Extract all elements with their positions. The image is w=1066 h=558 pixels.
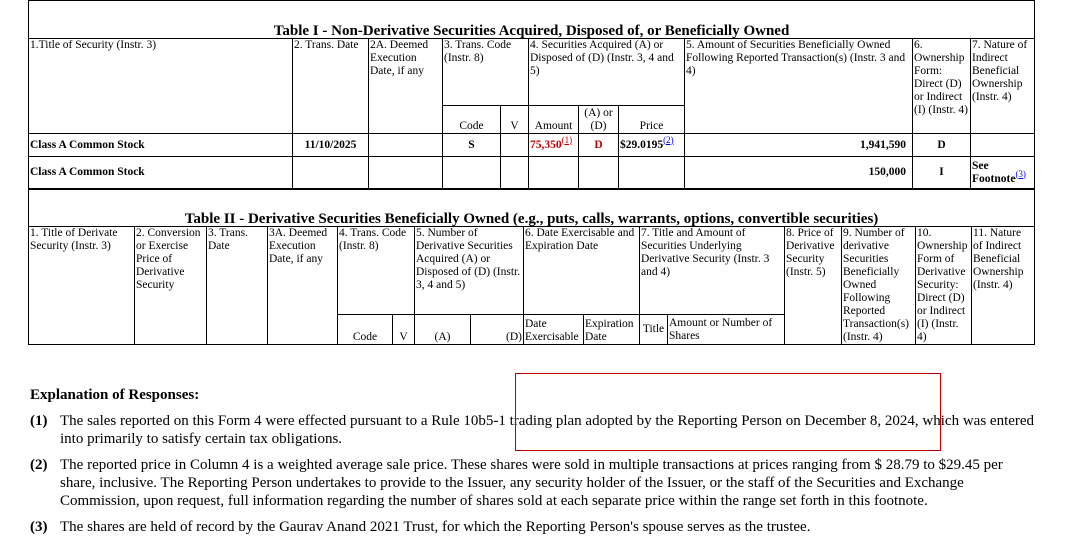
row-nature bbox=[971, 134, 1035, 157]
row-nature bbox=[971, 157, 1035, 189]
row-nature-text: See Footnote bbox=[972, 159, 1016, 185]
row-owned: 150,000 bbox=[685, 157, 913, 189]
header-price-derivative: 8. Price of Derivative Security (Instr. 5) bbox=[785, 227, 842, 345]
row-v bbox=[501, 157, 529, 189]
header-price: Price bbox=[619, 106, 685, 134]
row-form: D bbox=[913, 134, 971, 157]
header-ownership-form: 6. Ownership Form: Direct (D) or Indirect (I) (Instr. 4) bbox=[913, 39, 971, 134]
header-title-of-derivative: 1. Title of Derivate Security (Instr. 3) bbox=[29, 227, 135, 345]
row-code bbox=[443, 157, 501, 189]
row-price bbox=[619, 134, 685, 157]
table-2-title: Table II - Derivative Securities Beneficially Owned (e.g., puts, calls, warrants, options, convertible securities) bbox=[29, 190, 1035, 227]
row-amount bbox=[529, 134, 579, 157]
footnote-item bbox=[30, 456, 1040, 510]
row-date: 11/10/2025 bbox=[293, 134, 369, 157]
row-owned: 1,941,590 bbox=[685, 134, 913, 157]
header-trans-date: 3. Trans. Date bbox=[207, 227, 268, 345]
row-title: Class A Common Stock bbox=[29, 157, 293, 189]
row-amount bbox=[529, 157, 579, 189]
header-nature-ownership: 7. Nature of Indirect Beneficial Ownership (Instr. 4) bbox=[971, 39, 1035, 134]
header-amount-owned: 5. Amount of Securities Beneficially Owned Following Reported Transaction(s) (Instr. 3 and 4) bbox=[685, 39, 913, 134]
footnote-text: The shares are held of record by the Gaurav Anand 2021 Trust, for which the Reporting Person's spouse serves as the trustee. bbox=[60, 519, 811, 535]
footnote-number: (3) bbox=[30, 519, 48, 535]
row-a-or-d: D bbox=[579, 134, 619, 157]
footnote-1-link[interactable]: (1) bbox=[561, 134, 573, 145]
row-form: I bbox=[913, 157, 971, 189]
header-trans-date: 2. Trans. Date bbox=[293, 39, 369, 134]
row-code: S bbox=[443, 134, 501, 157]
header-conversion-price: 2. Conversion or Exercise Price of Derivative Security bbox=[135, 227, 207, 345]
header-nature-ownership: 11. Nature of Indirect Beneficial Ownership (Instr. 4) bbox=[972, 227, 1035, 345]
row-v bbox=[501, 134, 529, 157]
row-amount-value: 75,350 bbox=[530, 138, 562, 151]
header-amount: Amount bbox=[529, 106, 579, 134]
header-deemed-date: 2A. Deemed Execution Date, if any bbox=[369, 39, 443, 134]
row-price bbox=[619, 157, 685, 189]
header-code: Code bbox=[338, 315, 393, 345]
header-code: Code bbox=[443, 106, 501, 134]
header-date-ex: Date Exercisable bbox=[524, 315, 584, 345]
header-ownership-form: 10. Ownership Form of Derivative Security: Direct (D) or Indirect (I) (Instr. 4) bbox=[916, 227, 972, 345]
header-securities-acquired: 4. Securities Acquired (A) or Disposed of (D) (Instr. 3, 4 and 5) bbox=[529, 39, 685, 106]
header-date-exercisable: 6. Date Exercisable and Expiration Date bbox=[524, 227, 640, 315]
table-1 bbox=[28, 0, 1035, 189]
header-v: V bbox=[501, 106, 529, 134]
header-trans-code: 4. Trans. Code (Instr. 8) bbox=[338, 227, 415, 315]
header-d: (D) bbox=[471, 315, 524, 345]
highlight-box bbox=[515, 373, 941, 451]
header-a: (A) bbox=[415, 315, 471, 345]
explanation-heading: Explanation of Responses: bbox=[30, 387, 200, 403]
header-title-amount: 7. Title and Amount of Securities Underlying Derivative Security (Instr. 3 and 4) bbox=[640, 227, 785, 315]
header-amount-shares: Amount or Number of Shares bbox=[668, 315, 785, 345]
row-title: Class A Common Stock bbox=[29, 134, 293, 157]
table-row bbox=[29, 157, 1035, 189]
table-2 bbox=[28, 189, 1035, 345]
header-exp-date: Expiration Date bbox=[584, 315, 640, 345]
footnote-item bbox=[30, 518, 1040, 536]
table-row bbox=[29, 134, 1035, 157]
header-title: Title bbox=[640, 315, 668, 345]
row-deemed bbox=[369, 157, 443, 189]
footnote-number: (1) bbox=[30, 413, 48, 429]
header-a-or-d: (A) or (D) bbox=[579, 106, 619, 134]
footnote-number: (2) bbox=[30, 457, 48, 473]
footnote-text: The sales reported on this Form 4 were effected pursuant to a Rule 10b5-1 trading plan adopted by the Reporting Person on December 8, 2024, which was entered into primarily to satisfy certain tax obligations. bbox=[60, 413, 1035, 447]
row-deemed bbox=[369, 134, 443, 157]
header-number-derivative: 5. Number of Derivative Securities Acquired (A) or Disposed of (D) (Instr. 3, 4 and 5) bbox=[415, 227, 524, 315]
header-title-of-security: 1.Title of Security (Instr. 3) bbox=[29, 39, 293, 134]
header-number-owned: 9. Number of derivative Securities Beneficially Owned Following Reported Transaction(s) (Instr. 4) bbox=[842, 227, 916, 345]
row-price-value: $29.0195 bbox=[620, 138, 664, 151]
header-deemed-date: 3A. Deemed Execution Date, if any bbox=[268, 227, 338, 345]
header-trans-code: 3. Trans. Code (Instr. 8) bbox=[443, 39, 529, 106]
footnote-text: The reported price in Column 4 is a weighted average sale price. These shares were sold in multiple transactions at prices ranging from $ 28.79 to $29.45 per share, inclusive. The Reporting Person undertakes to provide to the Issuer, any security holder of the Issuer, or the staff of the Securities and Exchange Commission, upon request, full information regarding the number of shares sold at each separate price within the range set forth in this footnote. bbox=[60, 457, 1003, 509]
row-a-or-d bbox=[579, 157, 619, 189]
row-date bbox=[293, 157, 369, 189]
footnote-2-link[interactable]: (2) bbox=[663, 134, 674, 145]
header-v: V bbox=[393, 315, 415, 345]
footnote-3-link[interactable]: (3) bbox=[1015, 168, 1026, 179]
table-1-title: Table I - Non-Derivative Securities Acquired, Disposed of, or Beneficially Owned bbox=[29, 1, 1035, 39]
